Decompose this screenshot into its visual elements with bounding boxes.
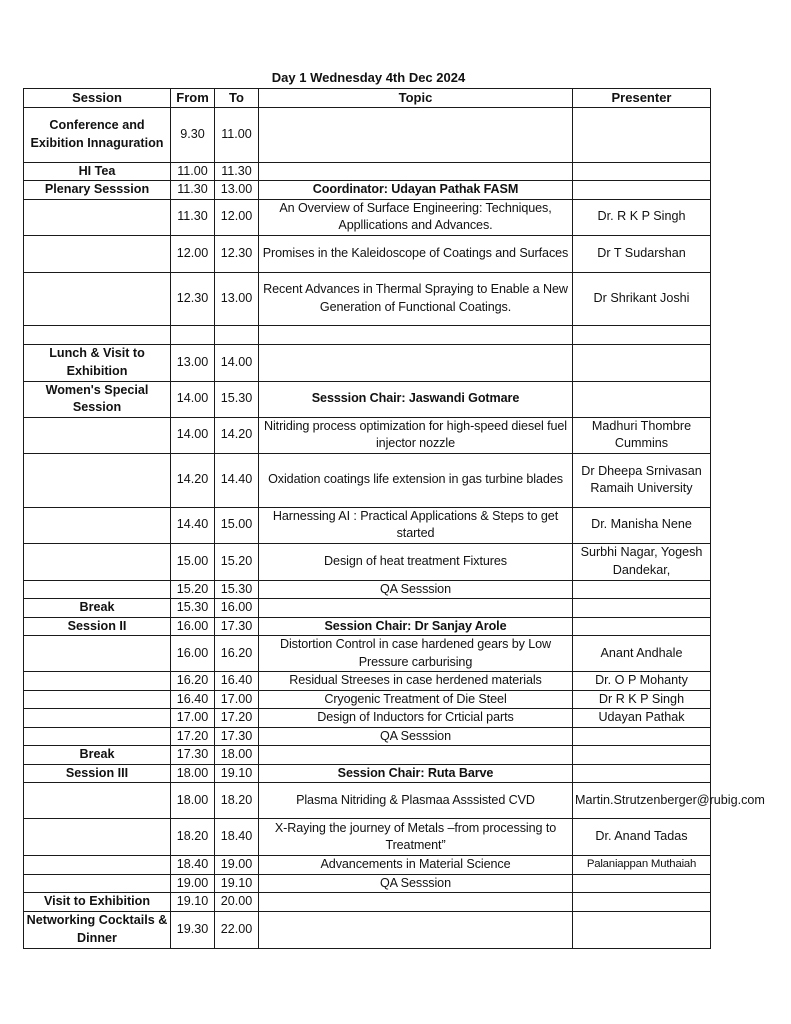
from-time-cell: 17.30 <box>171 746 215 765</box>
from-time-cell: 16.00 <box>171 636 215 672</box>
presenter-cell <box>573 107 711 162</box>
to-time-cell: 14.00 <box>215 344 259 381</box>
table-row <box>24 856 711 875</box>
from-time-cell: 14.00 <box>171 417 215 453</box>
to-time-cell: 18.00 <box>215 746 259 765</box>
from-time-cell: 11.30 <box>171 199 215 235</box>
topic-cell <box>259 893 573 912</box>
topic-cell: Promises in the Kaleidoscope of Coatings and Surfaces <box>259 235 573 272</box>
table-row <box>24 727 711 746</box>
from-time-cell: 12.30 <box>171 272 215 325</box>
session-cell <box>24 235 171 272</box>
to-time-cell: 19.10 <box>215 874 259 893</box>
from-time-cell: 16.00 <box>171 617 215 636</box>
presenter-cell: Dr. Anand Tadas <box>573 819 711 856</box>
session-cell <box>24 636 171 672</box>
to-time-cell: 16.00 <box>215 599 259 618</box>
from-time-cell: 16.20 <box>171 672 215 691</box>
from-time-cell: 18.00 <box>171 764 215 783</box>
table-row <box>24 344 711 381</box>
table-row <box>24 617 711 636</box>
table-row <box>24 874 711 893</box>
presenter-cell: Udayan Pathak <box>573 709 711 728</box>
session-cell <box>24 727 171 746</box>
presenter-cell: Dr. O P Mohanty <box>573 672 711 691</box>
session-cell <box>24 417 171 453</box>
session-cell <box>24 543 171 580</box>
topic-cell: Oxidation coatings life extension in gas turbine blades <box>259 453 573 507</box>
topic-cell: Recent Advances in Thermal Spraying to Enable a New Generation of Functional Coatings. <box>259 272 573 325</box>
table-row <box>24 453 711 507</box>
from-time-cell: 15.20 <box>171 580 215 599</box>
session-cell <box>24 819 171 856</box>
topic-cell: Session Chair: Dr Sanjay Arole <box>259 617 573 636</box>
topic-cell: Nitriding process optimization for high-speed diesel fuel injector nozzle <box>259 417 573 453</box>
header-to: To <box>215 89 259 108</box>
presenter-cell: Dr Dheepa Srnivasan Ramaih University <box>573 453 711 507</box>
from-time-cell: 16.40 <box>171 690 215 709</box>
session-cell <box>24 507 171 543</box>
session-cell <box>24 709 171 728</box>
topic-cell: Session Chair: Ruta Barve <box>259 764 573 783</box>
to-time-cell: 15.00 <box>215 507 259 543</box>
from-time-cell: 17.20 <box>171 727 215 746</box>
topic-cell: Advancements in Material Science <box>259 856 573 875</box>
topic-cell: Coordinator: Udayan Pathak FASM <box>259 181 573 200</box>
to-time-cell <box>215 325 259 344</box>
from-time-cell: 18.40 <box>171 856 215 875</box>
presenter-cell <box>573 874 711 893</box>
presenter-cell <box>573 746 711 765</box>
topic-cell <box>259 325 573 344</box>
session-cell: Women's Special Session <box>24 381 171 417</box>
session-cell: Lunch & Visit to Exhibition <box>24 344 171 381</box>
to-time-cell: 15.30 <box>215 580 259 599</box>
session-cell: Session III <box>24 764 171 783</box>
from-time-cell: 15.30 <box>171 599 215 618</box>
presenter-cell <box>573 893 711 912</box>
page-title <box>0 70 791 86</box>
from-time-cell: 13.00 <box>171 344 215 381</box>
topic-cell: QA Sesssion <box>259 727 573 746</box>
table-row <box>24 893 711 912</box>
session-cell <box>24 856 171 875</box>
table-row <box>24 911 711 948</box>
to-time-cell: 17.30 <box>215 617 259 636</box>
table-row <box>24 709 711 728</box>
agenda-table <box>23 88 765 949</box>
header-topic: Topic <box>259 89 573 108</box>
presenter-cell <box>573 580 711 599</box>
session-cell: Session II <box>24 617 171 636</box>
header-presenter: Presenter <box>573 89 711 108</box>
session-cell <box>24 783 171 819</box>
to-time-cell: 14.40 <box>215 453 259 507</box>
session-cell <box>24 272 171 325</box>
table-row <box>24 636 711 672</box>
table-row <box>24 507 711 543</box>
to-time-cell: 17.00 <box>215 690 259 709</box>
to-time-cell: 16.20 <box>215 636 259 672</box>
presenter-cell: Anant Andhale <box>573 636 711 672</box>
presenter-cell <box>573 599 711 618</box>
to-time-cell: 17.20 <box>215 709 259 728</box>
to-time-cell: 13.00 <box>215 181 259 200</box>
header-from: From <box>171 89 215 108</box>
topic-cell: QA Sesssion <box>259 874 573 893</box>
presenter-cell <box>573 325 711 344</box>
from-time-cell: 19.30 <box>171 911 215 948</box>
session-cell: Break <box>24 746 171 765</box>
from-time-cell: 14.00 <box>171 381 215 417</box>
presenter-cell <box>573 727 711 746</box>
from-time-cell: 14.20 <box>171 453 215 507</box>
presenter-cell <box>573 162 711 181</box>
from-time-cell <box>171 325 215 344</box>
presenter-cell: Dr. R K P Singh <box>573 199 711 235</box>
session-cell <box>24 874 171 893</box>
presenter-cell: Dr. Manisha Nene <box>573 507 711 543</box>
to-time-cell: 12.00 <box>215 199 259 235</box>
topic-cell <box>259 107 573 162</box>
session-cell <box>24 690 171 709</box>
from-time-cell: 17.00 <box>171 709 215 728</box>
to-time-cell: 22.00 <box>215 911 259 948</box>
table-row <box>24 162 711 181</box>
table-row <box>24 381 711 417</box>
table-row <box>24 543 711 580</box>
session-cell: Visit to Exhibition <box>24 893 171 912</box>
presenter-cell <box>573 381 711 417</box>
table-row <box>24 235 711 272</box>
table-row <box>24 580 711 599</box>
presenter-cell: Dr R K P Singh <box>573 690 711 709</box>
from-time-cell: 18.00 <box>171 783 215 819</box>
topic-cell: Residual Streeses in case herdened materials <box>259 672 573 691</box>
presenter-cell: Surbhi Nagar, Yogesh Dandekar, <box>573 543 711 580</box>
from-time-cell: 12.00 <box>171 235 215 272</box>
table-row <box>24 199 711 235</box>
table-row <box>24 272 711 325</box>
topic-cell <box>259 911 573 948</box>
to-time-cell: 15.20 <box>215 543 259 580</box>
to-time-cell: 19.00 <box>215 856 259 875</box>
topic-cell <box>259 344 573 381</box>
presenter-cell <box>573 764 711 783</box>
topic-cell: An Overview of Surface Engineering: Techniques, Appllications and Advances. <box>259 199 573 235</box>
to-time-cell: 14.20 <box>215 417 259 453</box>
from-time-cell: 19.00 <box>171 874 215 893</box>
table-row <box>24 599 711 618</box>
to-time-cell: 11.30 <box>215 162 259 181</box>
to-time-cell: 16.40 <box>215 672 259 691</box>
from-time-cell: 19.10 <box>171 893 215 912</box>
day-title: Day 1 Wednesday 4th Dec 2024 <box>271 70 466 85</box>
table-row <box>24 107 711 162</box>
session-cell: Conference and Exibition Innaguration <box>24 107 171 162</box>
from-time-cell: 15.00 <box>171 543 215 580</box>
from-time-cell: 18.20 <box>171 819 215 856</box>
to-time-cell: 12.30 <box>215 235 259 272</box>
header-session: Session <box>24 89 171 108</box>
header-row <box>24 89 711 108</box>
from-time-cell: 11.00 <box>171 162 215 181</box>
table-row <box>24 690 711 709</box>
to-time-cell: 18.40 <box>215 819 259 856</box>
table-row <box>24 746 711 765</box>
presenter-cell: Dr Shrikant Joshi <box>573 272 711 325</box>
presenter-cell: Madhuri Thombre Cummins <box>573 417 711 453</box>
table-row <box>24 417 711 453</box>
topic-cell: Sesssion Chair: Jaswandi Gotmare <box>259 381 573 417</box>
topic-cell: X-Raying the journey of Metals –from processing to Treatment” <box>259 819 573 856</box>
topic-cell: Design of Inductors for Crticial parts <box>259 709 573 728</box>
presenter-cell <box>573 344 711 381</box>
topic-cell <box>259 162 573 181</box>
to-time-cell: 13.00 <box>215 272 259 325</box>
to-time-cell: 17.30 <box>215 727 259 746</box>
session-cell: Plenary Sesssion <box>24 181 171 200</box>
agenda-body <box>24 107 765 948</box>
topic-cell: Distortion Control in case hardened gears by Low Pressure carburising <box>259 636 573 672</box>
to-time-cell: 19.10 <box>215 764 259 783</box>
table-row <box>24 819 711 856</box>
to-time-cell: 15.30 <box>215 381 259 417</box>
to-time-cell: 11.00 <box>215 107 259 162</box>
to-time-cell: 18.20 <box>215 783 259 819</box>
presenter-cell <box>573 617 711 636</box>
topic-cell: Design of heat treatment Fixtures <box>259 543 573 580</box>
session-cell <box>24 672 171 691</box>
session-cell <box>24 199 171 235</box>
topic-cell: Plasma Nitriding & Plasmaa Asssisted CVD <box>259 783 573 819</box>
session-cell: HI Tea <box>24 162 171 181</box>
table-row <box>24 672 711 691</box>
from-time-cell: 11.30 <box>171 181 215 200</box>
session-cell <box>24 580 171 599</box>
session-cell <box>24 453 171 507</box>
presenter-cell: Martin.Strutzenberger@rubig.com <box>573 783 711 819</box>
topic-cell: Harnessing AI : Practical Applications & Steps to get started <box>259 507 573 543</box>
presenter-cell <box>573 911 711 948</box>
session-cell <box>24 325 171 344</box>
presenter-cell <box>573 181 711 200</box>
table-row <box>24 764 711 783</box>
topic-cell: QA Sesssion <box>259 580 573 599</box>
table-row <box>24 783 711 819</box>
to-time-cell: 20.00 <box>215 893 259 912</box>
topic-cell <box>259 746 573 765</box>
from-time-cell: 9.30 <box>171 107 215 162</box>
topic-cell: Cryogenic Treatment of Die Steel <box>259 690 573 709</box>
session-cell: Break <box>24 599 171 618</box>
presenter-cell: Dr T Sudarshan <box>573 235 711 272</box>
presenter-cell: Palaniappan Muthaiah <box>573 856 711 875</box>
table-row <box>24 181 711 200</box>
session-cell: Networking Cocktails & Dinner <box>24 911 171 948</box>
topic-cell <box>259 599 573 618</box>
table-row <box>24 325 711 344</box>
from-time-cell: 14.40 <box>171 507 215 543</box>
